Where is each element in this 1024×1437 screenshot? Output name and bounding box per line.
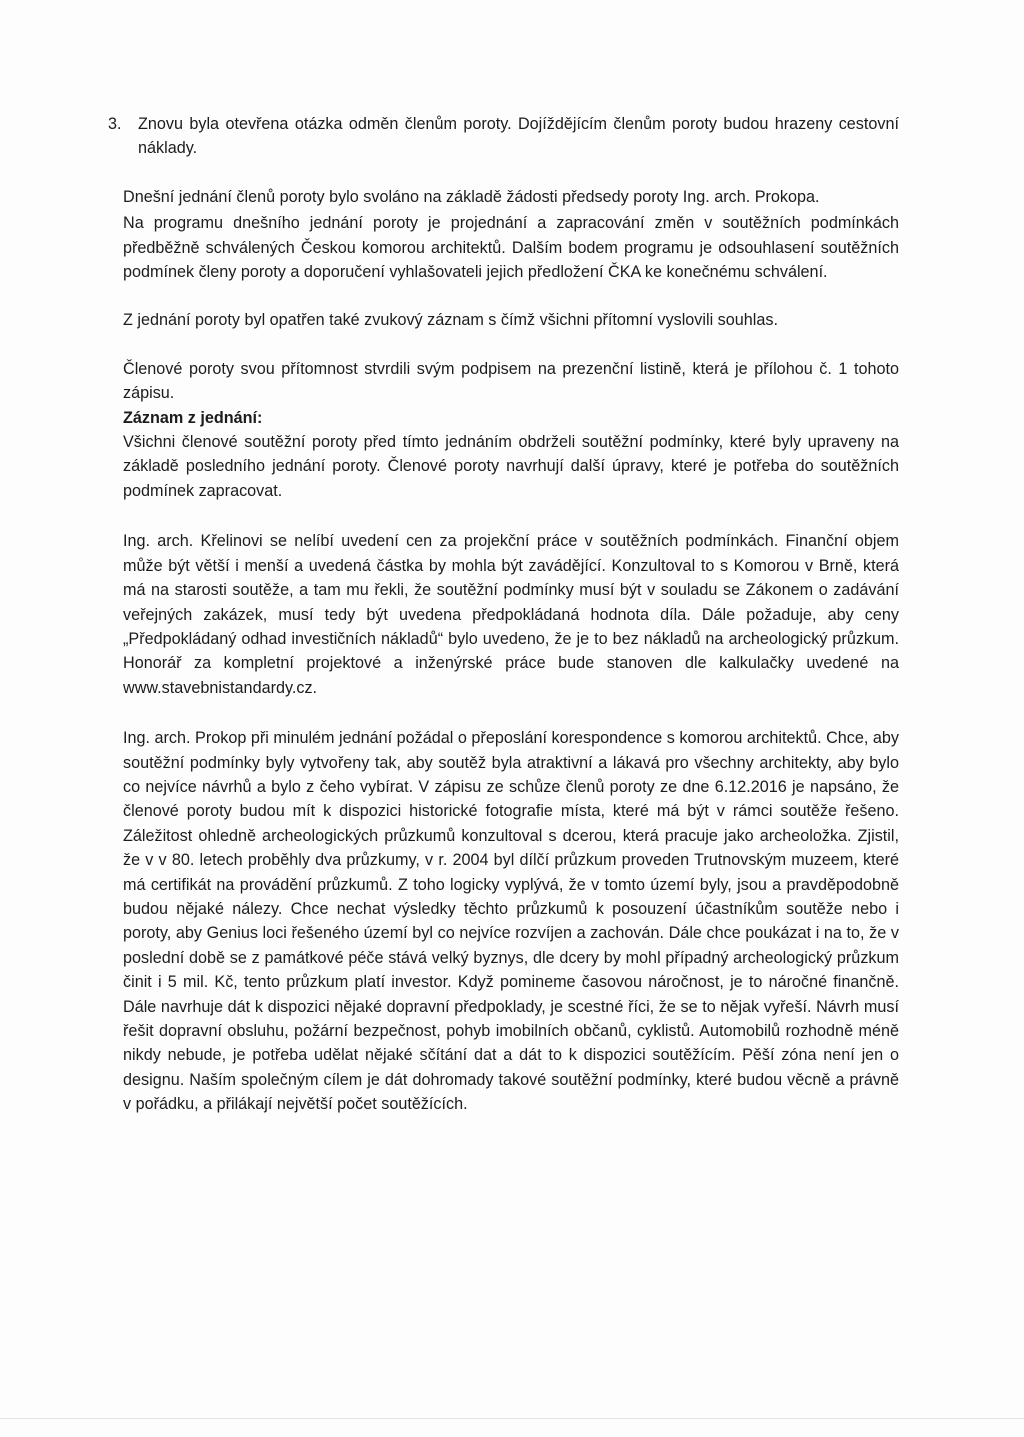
paragraph-prokop-remarks: Ing. arch. Prokop při minulém jednání požádal o přeposlání korespondence s komorou architektů. Chce, aby soutěžní podmínky byly vytvořeny tak, aby soutěž byla atraktivní a lákavá pro všechny architekty, aby bylo co nejvíce návrhů a bylo z čeho vybírat. V zápisu ze schůze členů poroty ze dne 6.12.2016 je napsáno, že členové poroty budou mít k dispozici historické fotografie místa, které má být v rámci soutěže řešeno. Záležitost ohledně archeologických průzkumů konzultoval s dcerou, která pracuje jako archeoložka. Zjistil, že v v 80. letech proběhly dva průzkumy, v r. 2004 byl dílčí průzkum proveden Trutnovským muzeem, které má certifikát na provádění průzkumů. Z toho logicky vyplývá, že v tomto území byly, jsou a pravděpodobně budou nějaké nálezy. Chce nechat výsledky těchto průzkumů k posouzení účastníkům soutěže nebo i poroty, aby Genius loci řešeného území byl co nejvíce rozvíjen a zachován. Dále chce poukázat i na to, že v poslední době se z památkové péče stává velký byznys, dle dcery by mohl případný archeologický průzkum činit i 5 mil. Kč, tento průzkum platí investor. Když pomineme časovou náročnost, je to náročné finančně. Dále navrhuje dát k dispozici nějaké dopravní předpoklady, je scestné říci, že se to nějak vyřeší. Návrh musí řešit dopravní obsluhu, požární bezpečnost, pohyb imobilních občanů, cyklistů. Automobilů rozhodně méně nikdy nebude, je potřeba udělat nějaké sčítání dat a dát to k dispozici soutěžícím. Pěší zóna není jen o designu. Naším společným cílem je dát dohromady takové soutěžní podmínky, které budou věcně a právně v pořádku, a přilákají největší počet soutěžících. bbox=[123, 729, 899, 1114]
paragraph-meeting-program: Na programu dnešního jednání poroty je projednání a zapracování změn v soutěžních podmínkách předběžně schválených Českou komorou architektů. Dalším bodem programu je odsouhlasení soutěžních podmínek členy poroty a doporučení vyhlašovateli jejich předložení ČKA ke konečnému schválení. bbox=[123, 214, 899, 282]
item-number: 3. bbox=[108, 115, 122, 133]
numbered-item-3 bbox=[95, 112, 899, 161]
paragraph-meeting-convened: Dnešní jednání členů poroty bylo svoláno na základě žádosti předsedy poroty Ing. arch. Prokopa. bbox=[123, 187, 820, 206]
paragraph-conditions-received: Všichni členové soutěžní poroty před tímto jednáním obdrželi soutěžní podmínky, které byly upraveny na základě posledního jednání poroty. Členové poroty navrhují další úpravy, které je potřeba do soutěžních podmínek zapracovat. bbox=[123, 433, 899, 500]
item-3-text: Znovu byla otevřena otázka odměn členům poroty. Dojíždějícím členům poroty budou hrazeny cestovní náklady. bbox=[138, 115, 899, 158]
section-heading-record: Záznam z jednání: bbox=[123, 408, 263, 427]
document-body bbox=[108, 112, 899, 1117]
paragraph-audio-record: Z jednání poroty byl opatřen také zvukový záznam s čímž všichni přítomní vyslovili souhlas. bbox=[123, 311, 778, 330]
page-bottom-edge bbox=[0, 1418, 1024, 1419]
paragraph-krelina-remarks: Ing. arch. Křelinovi se nelíbí uvedení cen za projekční práce v soutěžních podmínkách. Finanční objem může být větší i menší a uvedená částka by mohla být zavádějící. Konzultoval to s Komorou v Brně, která má na starosti soutěže, a tam mu řekli, že soutěžní podmínky musí být v souladu se Zákonem o zadávání veřejných zakázek, musí tedy být uvedena předpokládaná hodnota díla. Dále požaduje, aby ceny „Předpokládaný odhad investičních nákladů“ bylo uvedeno, že je to bez nákladů na archeologický průzkum. Honorář za kompletní projektové a inženýrské práce bude stanoven dle kalkulačky uvedené na www.stavebnistandardy.cz. bbox=[123, 532, 899, 697]
paragraph-attendance: Členové poroty svou přítomnost stvrdili svým podpisem na prezenční listině, která je přílohou č. 1 tohoto zápisu. bbox=[123, 359, 899, 403]
